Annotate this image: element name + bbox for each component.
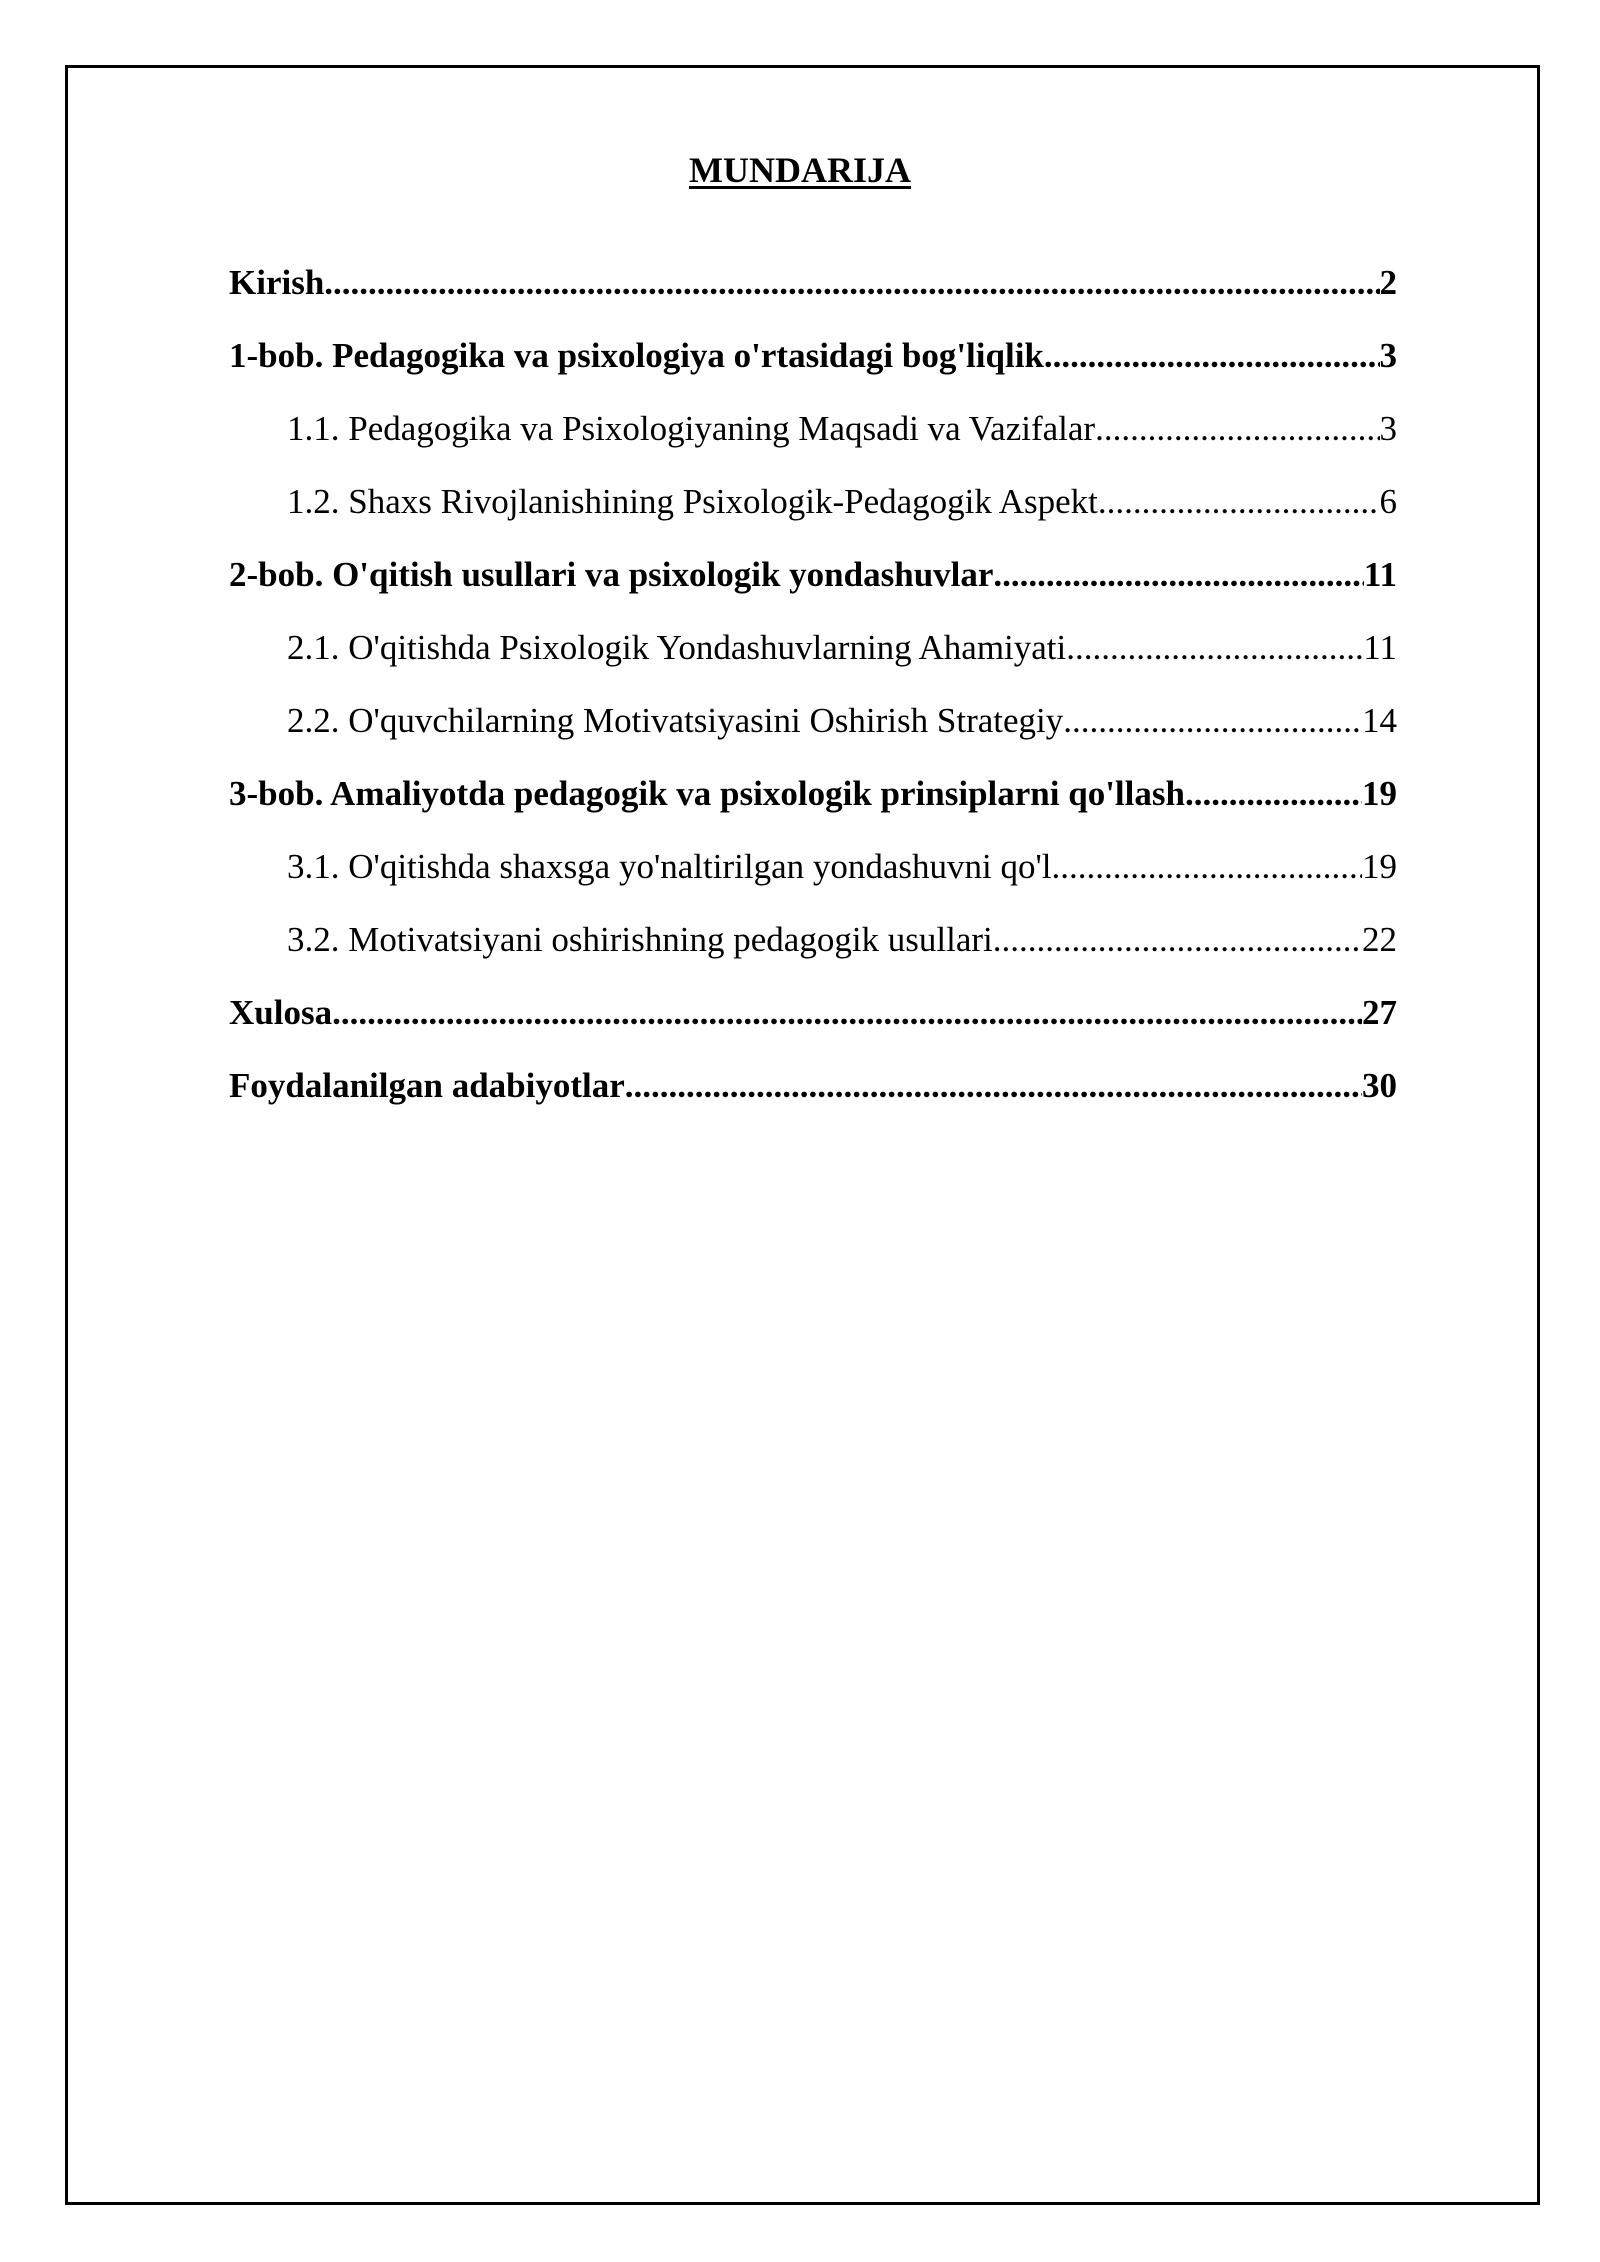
toc-entry-section-1-2[interactable] [229,482,1397,555]
toc-entry-section-2-1[interactable] [229,628,1397,701]
toc-entry-label: Foydalanilgan adabiyotlar [229,1066,625,1105]
table-of-contents [229,263,1397,1139]
toc-dot-leader [1098,482,1380,522]
toc-page-number: 3 [1379,336,1397,375]
toc-page-number: 19 [1362,847,1397,886]
toc-dot-leader [1063,701,1362,741]
toc-page-number: 22 [1362,920,1397,959]
toc-entry-label: 1-bob. Pedagogika va psixologiya o'rtasidagi bog'liqlik [229,336,1044,375]
toc-entry-section-3-1[interactable] [229,847,1397,920]
toc-entry-section-1-1[interactable] [229,409,1397,482]
toc-page-number: 11 [1363,555,1397,594]
toc-dot-leader [993,555,1364,595]
toc-dot-leader [625,1066,1362,1106]
toc-entry-label: 2.1. O'qitishda Psixologik Yondashuvlarning Ahamiyati [287,628,1067,667]
toc-page-number: 14 [1362,701,1397,740]
toc-entry-chapter-3[interactable] [229,774,1397,847]
toc-entry-chapter-2[interactable] [229,555,1397,628]
toc-entry-chapter-1[interactable] [229,336,1397,409]
toc-entry-label: 2.2. O'quvchilarning Motivatsiyasini Oshirish Strategiy [287,701,1064,740]
toc-entry-label: 3.1. O'qitishda shaxsga yo'naltirilgan yondashuvni qo'l [287,847,1052,886]
toc-entry-label: Kirish [229,263,325,302]
toc-entry-kirish[interactable] [229,263,1397,336]
toc-page-number: 2 [1379,263,1397,302]
toc-page-number: 6 [1379,482,1397,521]
toc-entry-label: 3.2. Motivatsiyani oshirishning pedagogik usullari [287,920,993,959]
toc-title: MUNDARIJA [689,150,911,190]
toc-page-number: 30 [1362,1066,1397,1105]
toc-page-number: 11 [1363,628,1397,667]
toc-dot-leader [332,993,1362,1033]
toc-entry-label: 3-bob. Amaliyotda pedagogik va psixologik prinsiplarni qo'llash [229,774,1185,813]
toc-dot-leader [324,263,1379,303]
toc-entry-label: 1.1. Pedagogika va Psixologiyaning Maqsadi va Vazifalar [287,409,1096,448]
toc-page-number: 19 [1362,774,1397,813]
toc-entry-label: 1.2. Shaxs Rivojlanishining Psixologik-Pedagogik Aspekt [287,482,1098,521]
toc-dot-leader [1185,774,1362,814]
toc-entry-label: Xulosa [229,993,333,1032]
toc-dot-leader [993,920,1362,960]
toc-dot-leader [1095,409,1379,449]
toc-entry-references[interactable] [229,1066,1397,1139]
toc-entry-section-3-2[interactable] [229,920,1397,993]
toc-entry-xulosa[interactable] [229,993,1397,1066]
toc-entry-section-2-2[interactable] [229,701,1397,774]
toc-page-number: 27 [1362,993,1397,1032]
toc-dot-leader [1066,628,1363,668]
toc-dot-leader [1052,847,1362,887]
toc-entry-label: 2-bob. O'qitish usullari va psixologik yondashuvlar [229,555,994,594]
toc-dot-leader [1044,336,1380,376]
toc-page-number: 3 [1379,409,1397,448]
